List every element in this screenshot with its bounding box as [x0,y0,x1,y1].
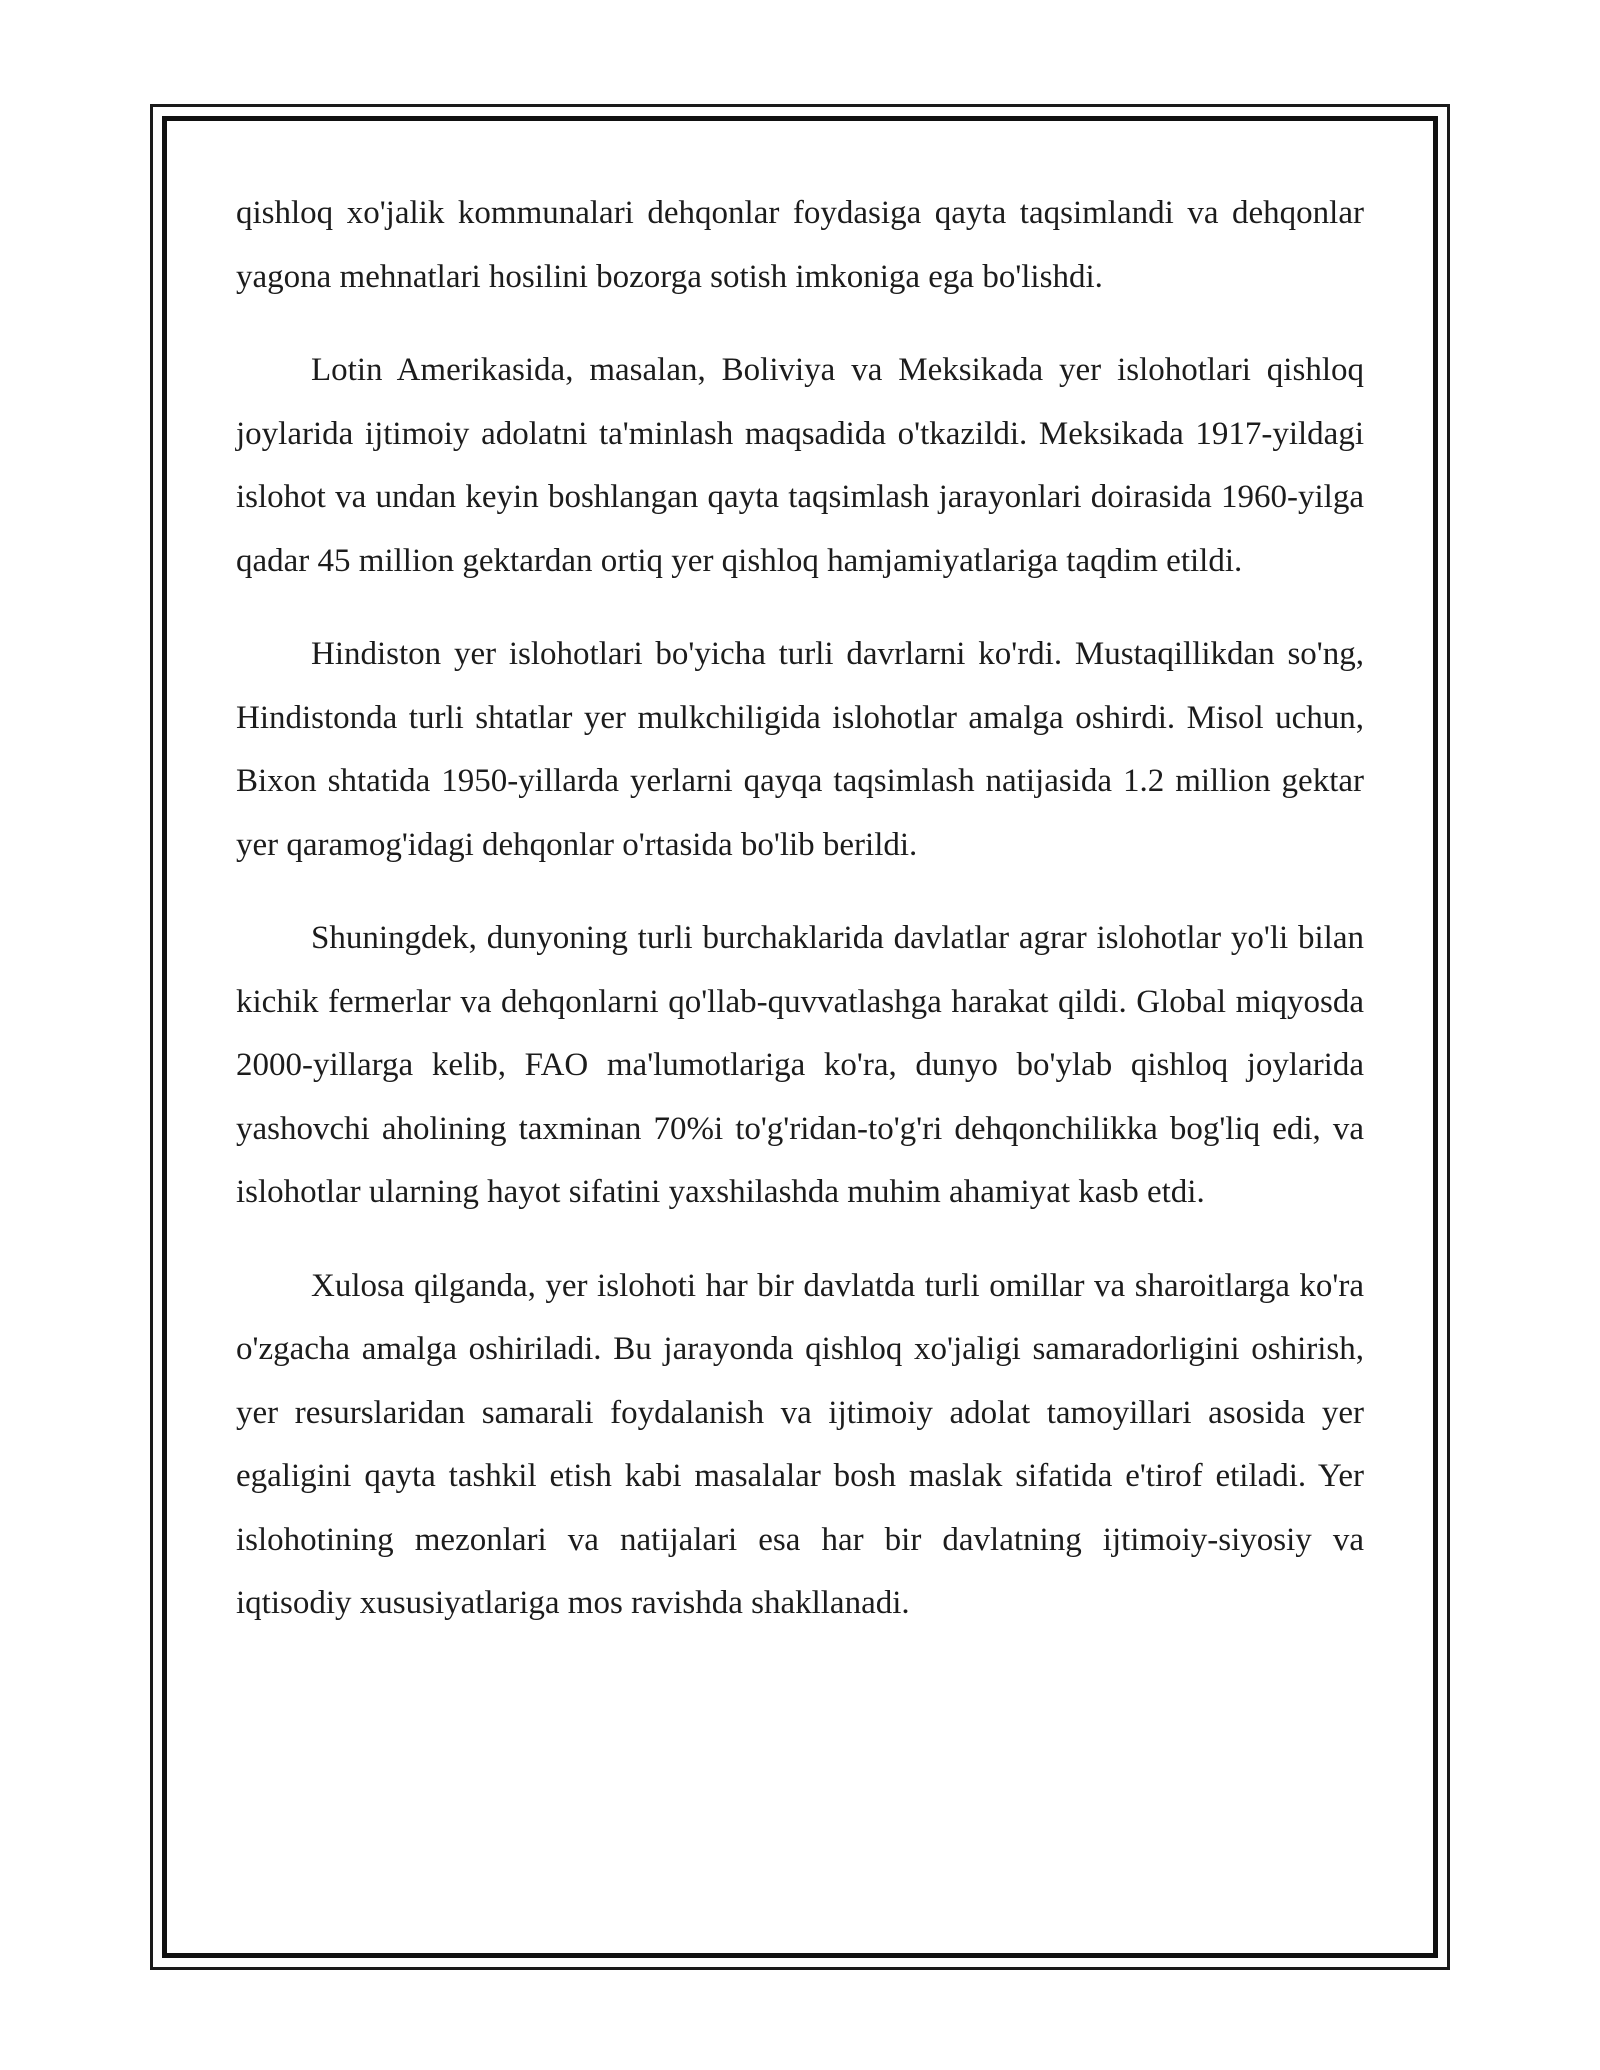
paragraph-continuation: qishloq xo'jalik kommunalari dehqonlar foydasiga qayta taqsimlandi va dehqonlar yagona mehnatlari hosilini bozorga sotish imkoniga ega bo'lishdi. [236,195,1364,295]
paragraph-conclusion: Xulosa qilganda, yer islohoti har bir davlatda turli omillar va sharoitlarga ko'ra o'zgacha amalga oshiriladi. Bu jarayonda qishloq xo'jaligi samaradorligini oshirish, yer resurslaridan samarali foydalanish va ijtimoiy adolat tamoyillari asosida yer egaligini qayta tashkil etish kabi masalalar bosh maslak sifatida e'tirof etiladi. Yer islohotining mezonlari va natijalari esa har bir davlatning ijtimoiy-siyosiy va iqtisodiy xususiyatlariga mos ravishda shakllanadi. [236,1267,1364,1621]
paragraph-latin-america: Lotin Amerikasida, masalan, Boliviya va Meksikada yer islohotlari qishloq joylarida ijtimoiy adolatni ta'minlash maqsadida o'tkazildi. Meksikada 1917-yildagi islohot va undan keyin boshlangan qayta taqsimlash jarayonlari doirasida 1960-yilga qadar 45 million gektardan ortiq yer qishloq hamjamiyatlariga taqdim etildi. [236,352,1364,579]
paragraph-india: Hindiston yer islohotlari bo'yicha turli davrlarni ko'rdi. Mustaqillikdan so'ng, Hindistonda turli shtatlar yer mulkchiligida islohotlar amalga oshirdi. Misol uchun, Bixon shtatida 1950-yillarda yerlarni qayqa taqsimlash natijasida 1.2 million gektar yer qaramog'idagi dehqonlar o'rtasida bo'lib berildi. [236,636,1364,863]
document-body [236,182,1364,1666]
paragraph-global: Shuningdek, dunyoning turli burchaklarida davlatlar agrar islohotlar yo'li bilan kichik fermerlar va dehqonlarni qo'llab-quvvatlashga harakat qildi. Global miqyosda 2000-yillarga kelib, FAO ma'lumotlariga ko'ra, dunyo bo'ylab qishloq joylarida yashovchi aholining taxminan 70%i to'g'ridan-to'g'ri dehqonchilikka bog'liq edi, va islohotlar ularning hayot sifatini yaxshilashda muhim ahamiyat kasb etdi. [236,920,1364,1210]
